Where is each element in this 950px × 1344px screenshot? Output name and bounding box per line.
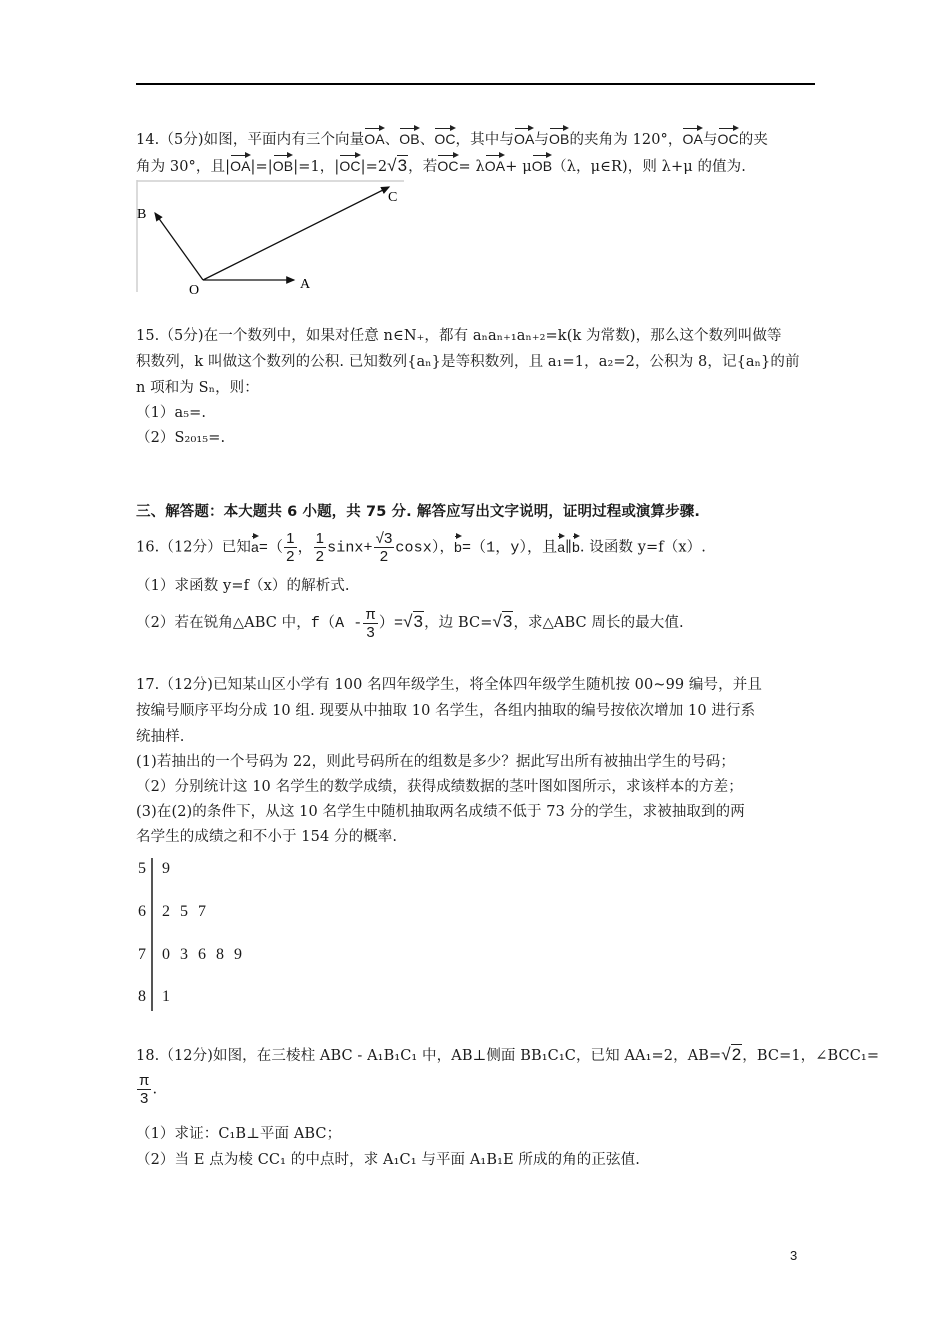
q16-line-1 bbox=[136, 530, 706, 564]
q14-text: 的夹角为 120°， bbox=[569, 132, 683, 148]
q17-part-1: (1)若抽出的一个号码为 22，则此号码所在的组数是多少？据此写出所有被抽出学生的号码； bbox=[136, 754, 735, 770]
q17-line-3: 统抽样. bbox=[136, 729, 185, 745]
vector-oc: OC bbox=[718, 126, 739, 146]
sqrt-3: √3 bbox=[403, 612, 424, 631]
q16-text: ， bbox=[297, 539, 313, 557]
vector-oa: OA bbox=[364, 126, 384, 146]
vector-oa: OA bbox=[514, 126, 534, 146]
q18-text: 18.（12分)如图，在三棱柱 ABC - A₁B₁C₁ 中，AB⊥侧面 BB₁C₁C，已知 AA₁=2，AB= bbox=[136, 1048, 722, 1064]
radicand: 3 bbox=[502, 612, 513, 631]
section-heading: 三、解答题：本大题共 6 小题，共 75 分. 解答应写出文字说明，证明过程或演算步骤. bbox=[136, 504, 700, 520]
denominator: 3 bbox=[366, 623, 375, 641]
leaves: 2 5 7 bbox=[162, 903, 206, 920]
q18-part-1: （1）求证：C₁B⊥平面 ABC； bbox=[136, 1126, 342, 1142]
vector-ob: OB bbox=[399, 126, 419, 146]
q15-line-3: n 项和为 Sₙ，则： bbox=[136, 380, 259, 396]
denominator: 3 bbox=[140, 1090, 149, 1107]
fraction-half bbox=[314, 530, 326, 565]
numerator: 1 bbox=[315, 530, 325, 547]
header-rule bbox=[136, 83, 815, 85]
q14-sep: 、 bbox=[384, 132, 400, 148]
q18-line-2 bbox=[136, 1072, 157, 1107]
vector-diagram bbox=[136, 180, 406, 295]
radicand: 3 bbox=[397, 156, 408, 175]
page-number: 3 bbox=[790, 1248, 798, 1263]
vector-a: a bbox=[251, 534, 259, 554]
q16-text: ，边 BC= bbox=[424, 615, 493, 631]
fraction-pi-over-3 bbox=[137, 1072, 151, 1107]
q18-text: ，BC=1，∠BCC₁= bbox=[742, 1048, 880, 1064]
fraction-pi-over-3 bbox=[363, 606, 377, 641]
q14-text: 与 bbox=[702, 132, 718, 148]
q17-part-3b: 名学生的成绩之和不小于 154 分的概率. bbox=[136, 829, 398, 845]
q16-text: （2）若在锐角△ABC 中， bbox=[136, 615, 311, 631]
stem-leaf-plot bbox=[136, 858, 276, 1018]
q15-line-2: 积数列，k 叫做这个数列的公积. 已知数列{aₙ}是等积数列，且 a₁=1，a₂=2，公积为 8，记{aₙ}的前 bbox=[136, 354, 800, 370]
q18-part-2: （2）当 E 点为棱 CC₁ 的中点时，求 A₁C₁ 与平面 A₁B₁E 所成的角的正弦值. bbox=[136, 1152, 640, 1168]
numerator: π bbox=[139, 1072, 150, 1089]
vector-oc-arrow bbox=[203, 187, 389, 280]
q16-text: ， bbox=[439, 539, 455, 556]
q16-text: . 设函数 y=f（x）. bbox=[579, 539, 706, 556]
q16-text: f（A - bbox=[310, 615, 363, 632]
q16-part-2 bbox=[136, 604, 684, 640]
stem: 8 bbox=[138, 988, 146, 1005]
stem: 5 bbox=[138, 860, 146, 877]
q14-text: 的夹 bbox=[738, 132, 768, 148]
radicand: 2 bbox=[731, 1045, 742, 1064]
q14-line-1 bbox=[136, 126, 768, 150]
vector-oa: OA bbox=[485, 153, 505, 173]
q14-line-2 bbox=[136, 153, 746, 177]
vector-oc: OC bbox=[434, 126, 455, 146]
vector-a: a bbox=[557, 534, 565, 554]
q16-part-1: （1）求函数 y=f（x）的解析式. bbox=[136, 578, 350, 594]
stem: 6 bbox=[138, 903, 146, 920]
q16-text: 16.（12分）已知 bbox=[136, 539, 252, 556]
q16-text: ）= bbox=[378, 615, 404, 632]
q14-text: |=1，| bbox=[293, 159, 340, 175]
stem: 7 bbox=[138, 946, 146, 963]
q14-text: 角为 30°，且| bbox=[136, 159, 231, 175]
q15-part-1: （1）a₅=. bbox=[136, 405, 207, 421]
q18-line-1 bbox=[136, 1045, 879, 1066]
numerator: √3 bbox=[375, 530, 393, 547]
vector-oa: OA bbox=[230, 153, 250, 173]
q14-text: 14.（5分)如图，平面内有三个向量 bbox=[136, 132, 365, 148]
fraction-sqrt3-over-2 bbox=[374, 530, 395, 565]
vector-oc: OC bbox=[339, 153, 360, 173]
q14-sep: 、 bbox=[419, 132, 435, 148]
q14-text: + μ bbox=[505, 159, 532, 175]
numerator: π bbox=[365, 605, 376, 623]
vector-oa: OA bbox=[682, 126, 702, 146]
vector-ob: OB bbox=[273, 153, 293, 173]
q16-text: =（ bbox=[258, 539, 284, 557]
q16-text: ，求△ABC 周长的最大值. bbox=[513, 615, 684, 631]
sqrt-3: √3 bbox=[387, 156, 408, 175]
sqrt-3: √3 bbox=[492, 612, 513, 631]
fraction-half bbox=[284, 530, 296, 565]
vector-ob-arrow bbox=[155, 213, 203, 280]
label-b: B bbox=[137, 207, 147, 222]
q15-part-2: （2）S₂₀₁₅=. bbox=[136, 430, 226, 446]
label-c: C bbox=[388, 190, 398, 205]
q14-text: （λ，μ∈R)，则 λ+μ 的值为. bbox=[552, 159, 746, 175]
vector-ob: OB bbox=[549, 126, 569, 146]
q14-text: 与 bbox=[534, 132, 549, 148]
leaves: 1 bbox=[162, 988, 170, 1005]
q17-line-2: 按编号顺序平均分成 10 组. 现要从中抽取 10 名学生，各组内抽取的编号按依次增加 10 进行系 bbox=[136, 703, 756, 719]
denominator: 2 bbox=[379, 548, 389, 565]
parallel-symbol: ∥ bbox=[565, 539, 572, 556]
q16-text: sinx+ bbox=[327, 539, 373, 557]
vector-b: b bbox=[572, 534, 580, 554]
q14-text: = λ bbox=[458, 159, 485, 175]
vector-b: b bbox=[454, 534, 462, 554]
q17-part-2: （2）分别统计这 10 名学生的数学成绩，获得成绩数据的茎叶图如图所示，求该样本的方差； bbox=[136, 779, 743, 795]
leaves: 9 bbox=[162, 860, 170, 877]
denominator: 2 bbox=[315, 548, 325, 565]
label-a: A bbox=[300, 277, 311, 292]
q16-text: cosx） bbox=[395, 539, 440, 557]
q18-text: . bbox=[152, 1081, 158, 1098]
vector-ob: OB bbox=[532, 153, 552, 173]
numerator: 1 bbox=[286, 530, 295, 547]
q15-line-1: 15.（5分)在一个数列中，如果对任意 n∈N₊，都有 aₙaₙ₊₁aₙ₊₂=k(k 为常数)，那么这个数列叫做等 bbox=[136, 328, 782, 344]
label-o: O bbox=[189, 283, 200, 295]
radicand: 3 bbox=[413, 612, 424, 631]
q14-text: ，其中与 bbox=[455, 132, 514, 148]
q17-line-1: 17.（12分)已知某山区小学有 100 名四年级学生，将全体四年级学生随机按 00~99 编号，并且 bbox=[136, 677, 762, 693]
q14-text: |=2 bbox=[360, 159, 388, 175]
stem-divider bbox=[151, 858, 153, 1011]
q16-text: =（1，y），且 bbox=[461, 539, 558, 557]
leaves: 0 3 6 8 9 bbox=[162, 946, 242, 963]
sqrt-2: √2 bbox=[721, 1045, 742, 1064]
q17-part-3a: (3)在(2)的条件下，从这 10 名学生中随机抽取两名成绩不低于 73 分的学生，求被抽取到的两 bbox=[136, 804, 745, 820]
q14-text: |=| bbox=[250, 159, 273, 175]
vector-oc: OC bbox=[437, 153, 458, 173]
q14-text: ，若 bbox=[408, 159, 438, 175]
denominator: 2 bbox=[286, 548, 295, 565]
